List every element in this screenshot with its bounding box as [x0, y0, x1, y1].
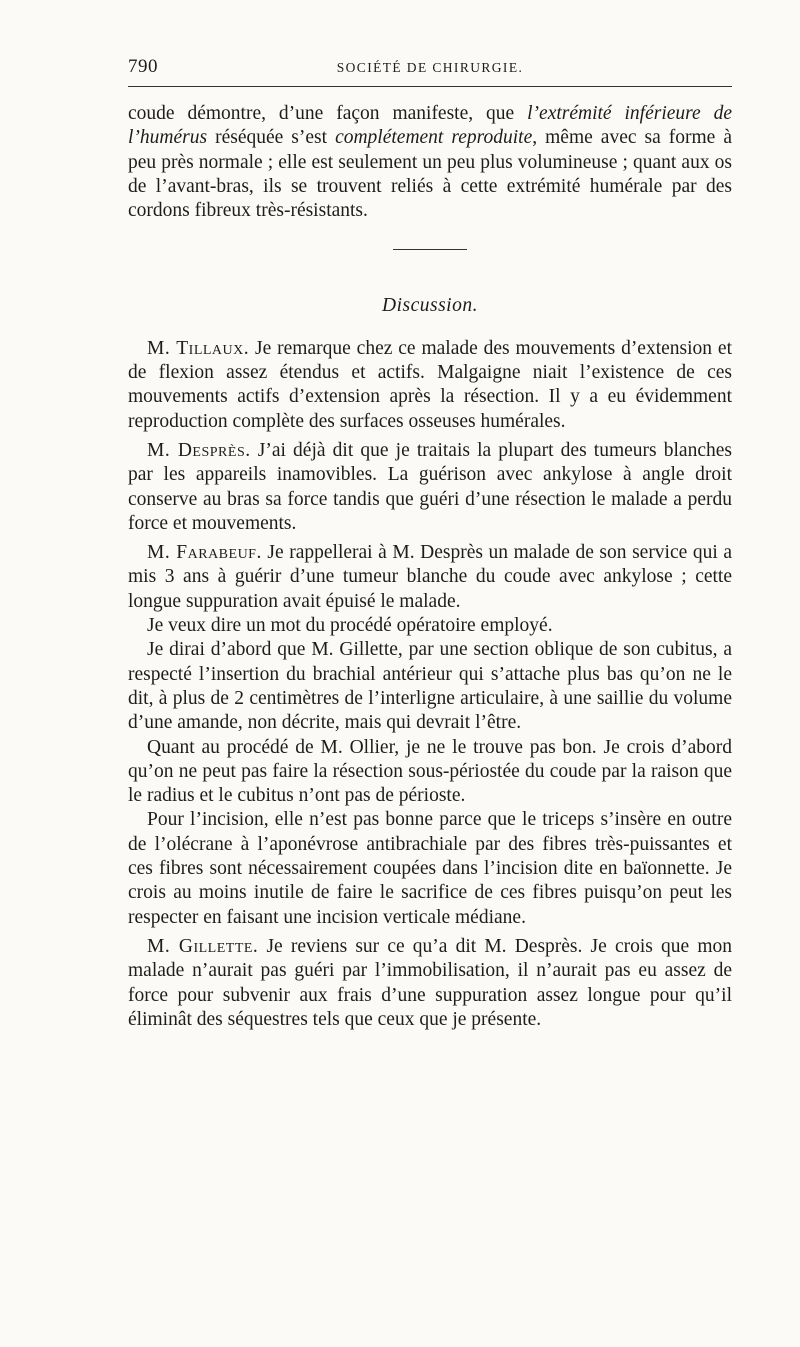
intro-italic-1: l’extrémité inférieure de l’humérus: [128, 103, 732, 149]
text-farabeuf: Je rappellerai à M. Desprès un malade de son service qui a mis 3 ans à guérir d’une tumeur blanche du coude avec ankylose ; cette longue suppuration avait épuisé le malade.: [128, 542, 732, 612]
running-title: SOCIÉTÉ DE CHIRURGIE.: [336, 60, 524, 75]
speaker-gillette: M. Gillette.: [147, 935, 259, 957]
page-header: [128, 56, 732, 84]
header-rule: [128, 86, 732, 87]
intro-text-3: , même avec sa forme à peu près normale ; elle est seulement un peu plus volumineuse ; quant aux os de l’avant-bras, ils se trouvent reliés à cette extrémité humérale par des cordons fibreux très-résistants.: [128, 127, 732, 222]
text-gillette: Je reviens sur ce qu’a dit M. Desprès. Je crois que mon malade n’aurait pas guéri par l’immobilisation, il n’aurait pas eu assez de force pour subvenir aux frais d’une suppuration assez longue pour qu’il éliminât des séquestres tels que ceux que je présente.: [128, 935, 732, 1030]
speaker-farabeuf: M. Farabeuf.: [147, 542, 262, 564]
intro-text-2: réséquée s’est: [207, 127, 336, 149]
section-title: Discussion.: [382, 295, 478, 317]
speaker-tillaux: M. Tillaux.: [147, 337, 250, 359]
paragraph-gillette-section: Je dirai d’abord que M. Gillette, par une section oblique de son cubitus, a respecté l’insertion du brachial antérieur qui s’attache plus bas qu’on ne le dit, à plus de 2 centimètres de l’interligne articulaire, à une saillie du volume d’une amande, non décrite, mais qui devrait l’être.: [128, 639, 732, 734]
speaker-despres: M. Desprès.: [147, 439, 251, 461]
paragraph-ollier: Quant au procédé de M. Ollier, je ne le trouve pas bon. Je crois d’abord qu’on ne peut pas faire la résection sous-périostée du coude par la raison que le radius et le cubitus n’ont pas de périoste.: [128, 736, 732, 807]
section-separator: [393, 249, 467, 250]
page-number: 790: [128, 56, 158, 77]
paragraph-gillette: [128, 935, 732, 1032]
paragraph-tillaux: [128, 337, 732, 434]
text-despres: J’ai déjà dit que je traitais la plupart des tumeurs blanches par les appareils inamovibles. La guérison avec ankylose à angle droit conserve au bras sa force tandis que guéri d’une résection le malade a perdu force et mouvements.: [128, 439, 732, 534]
intro-italic-2: complétement reproduite: [335, 127, 533, 149]
intro-paragraph: [128, 102, 732, 223]
paragraph-incision: Pour l’incision, elle n’est pas bonne parce que le triceps s’insère en outre de l’olécrane à l’aponévrose antibrachiale par des fibres très-puissantes et ces fibres sont nécessairement coupées dans l’incision dite en baïonnette. Je crois au moins inutile de faire le sacrifice de ces fibres puisqu’on peut les respecter en faisant une incision verticale médiane.: [128, 809, 732, 928]
page-body: [128, 102, 732, 1032]
paragraph-despres: [128, 439, 732, 536]
text-tillaux: Je remarque chez ce malade des mouvements d’extension et de flexion assez étendus et actifs. Malgaigne niait l’existence de ces mouvements actifs d’extension après la résection. Il y a eu évidemment reproduction complète des surfaces osseuses humérales.: [128, 337, 732, 432]
intro-text-1: coude démontre, d’une façon manifeste, que: [128, 103, 528, 124]
paragraph-procede: Je veux dire un mot du procédé opératoire employé.: [147, 615, 553, 637]
paragraph-farabeuf: [128, 541, 732, 614]
